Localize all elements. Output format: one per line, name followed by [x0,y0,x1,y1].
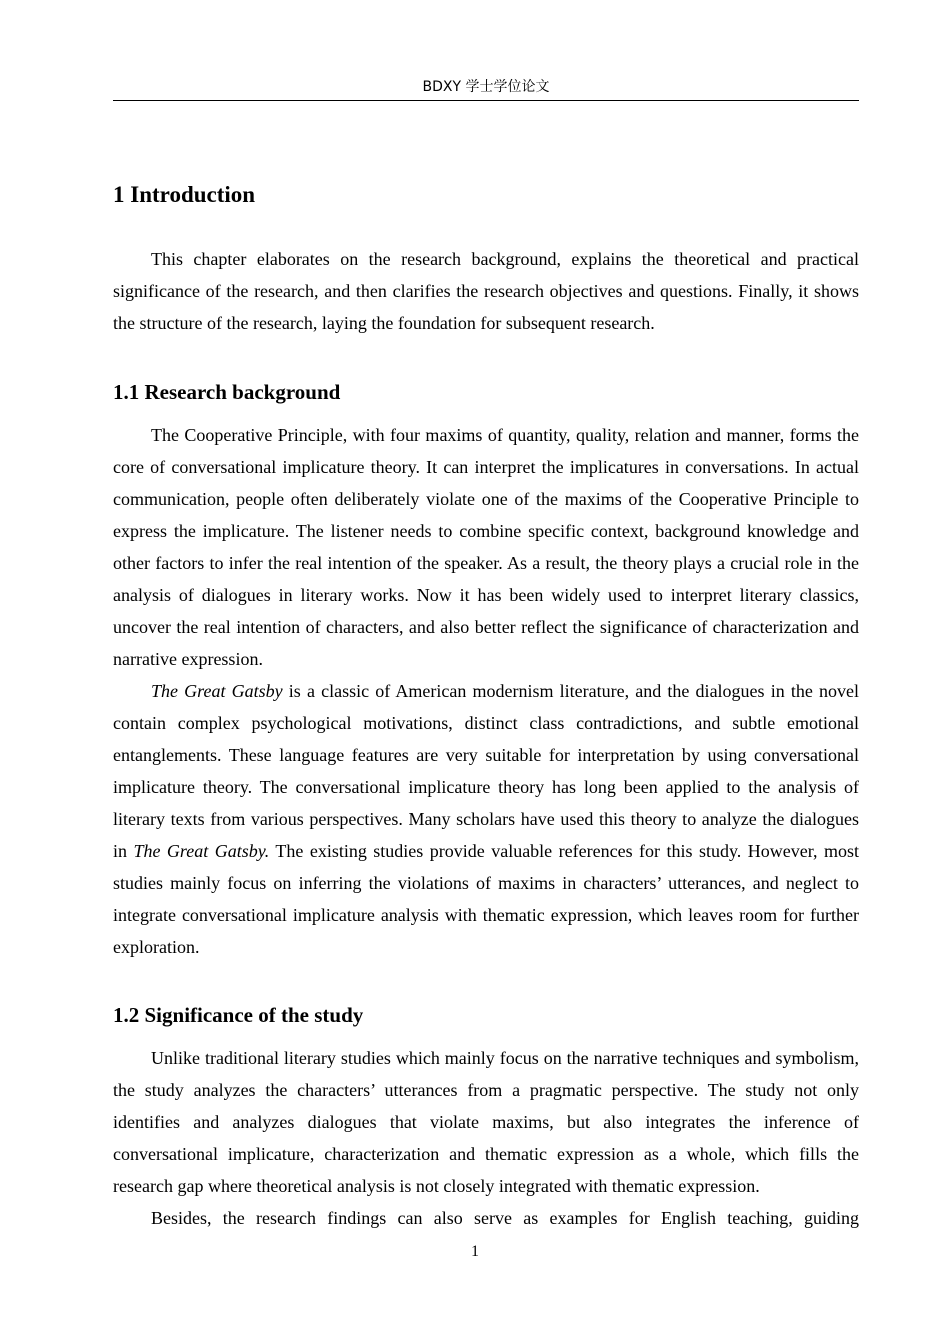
significance-paragraph-1: Unlike traditional literary studies which mainly focus on the narrative techniques and symbolism, the study analyzes the characters’ utterances from a pragmatic perspective. The study not only identifies and analyzes dialogues that violate maxims, but also integrates the inference of conversational implicature, characterization and thematic expression as a whole, which fills the research gap where theoretical analysis is not closely integrated with thematic expression. [113,1048,859,1196]
research-background-paragraph-2 [113,675,859,963]
page-number: 1 [471,1243,479,1260]
paragraph-text: The existing studies provide valuable references for this study. However, most studies mainly focus on inferring the violations of maxims in characters’ utterances, and neglect to integrate conversational implicature analysis with thematic expression, which leaves room for further exploration. [113,841,859,957]
book-title: The Great Gatsby. [133,841,270,861]
header-rule [113,100,859,101]
significance-paragraph-2: Besides, the research findings can also serve as examples for English teaching, guiding [151,1208,859,1228]
section-heading-significance: 1.2 Significance of the study [113,1003,364,1027]
research-background-paragraph-1: The Cooperative Principle, with four maxims of quantity, quality, relation and manner, forms the core of conversational implicature theory. It can interpret the implicatures in conversations. In actual communication, people often deliberately violate one of the maxims of the Cooperative Principle to express the implicature. The listener needs to combine specific context, background knowledge and other factors to infer the real intention of the speaker. As a result, the theory plays a crucial role in the analysis of dialogues in literary works. Now it has been widely used to interpret literary classics, uncover the real intention of characters, and also better reflect the significance of characterization and narrative expression. [113,425,859,669]
chapter-heading: 1 Introduction [113,182,256,207]
book-title: The Great Gatsby [151,681,283,701]
page-header: BDXY 学士学位论文 [422,79,550,95]
paragraph-text: is a classic of American modernism literature, and the dialogues in the novel contain complex psychological motivations, distinct class contradictions, and subtle emotional entanglements. These language features are very suitable for interpretation by using conversational implicature theory. The conversational implicature theory has long been applied to the analysis of literary texts from various perspectives. Many scholars have used this theory to analyze the dialogues in [113,681,859,861]
section-heading-research-background: 1.1 Research background [113,380,341,404]
chapter-intro-paragraph: This chapter elaborates on the research background, explains the theoretical and practical significance of the research, and then clarifies the research objectives and questions. Finally, it shows the structure of the research, laying the foundation for subsequent research. [113,249,859,333]
